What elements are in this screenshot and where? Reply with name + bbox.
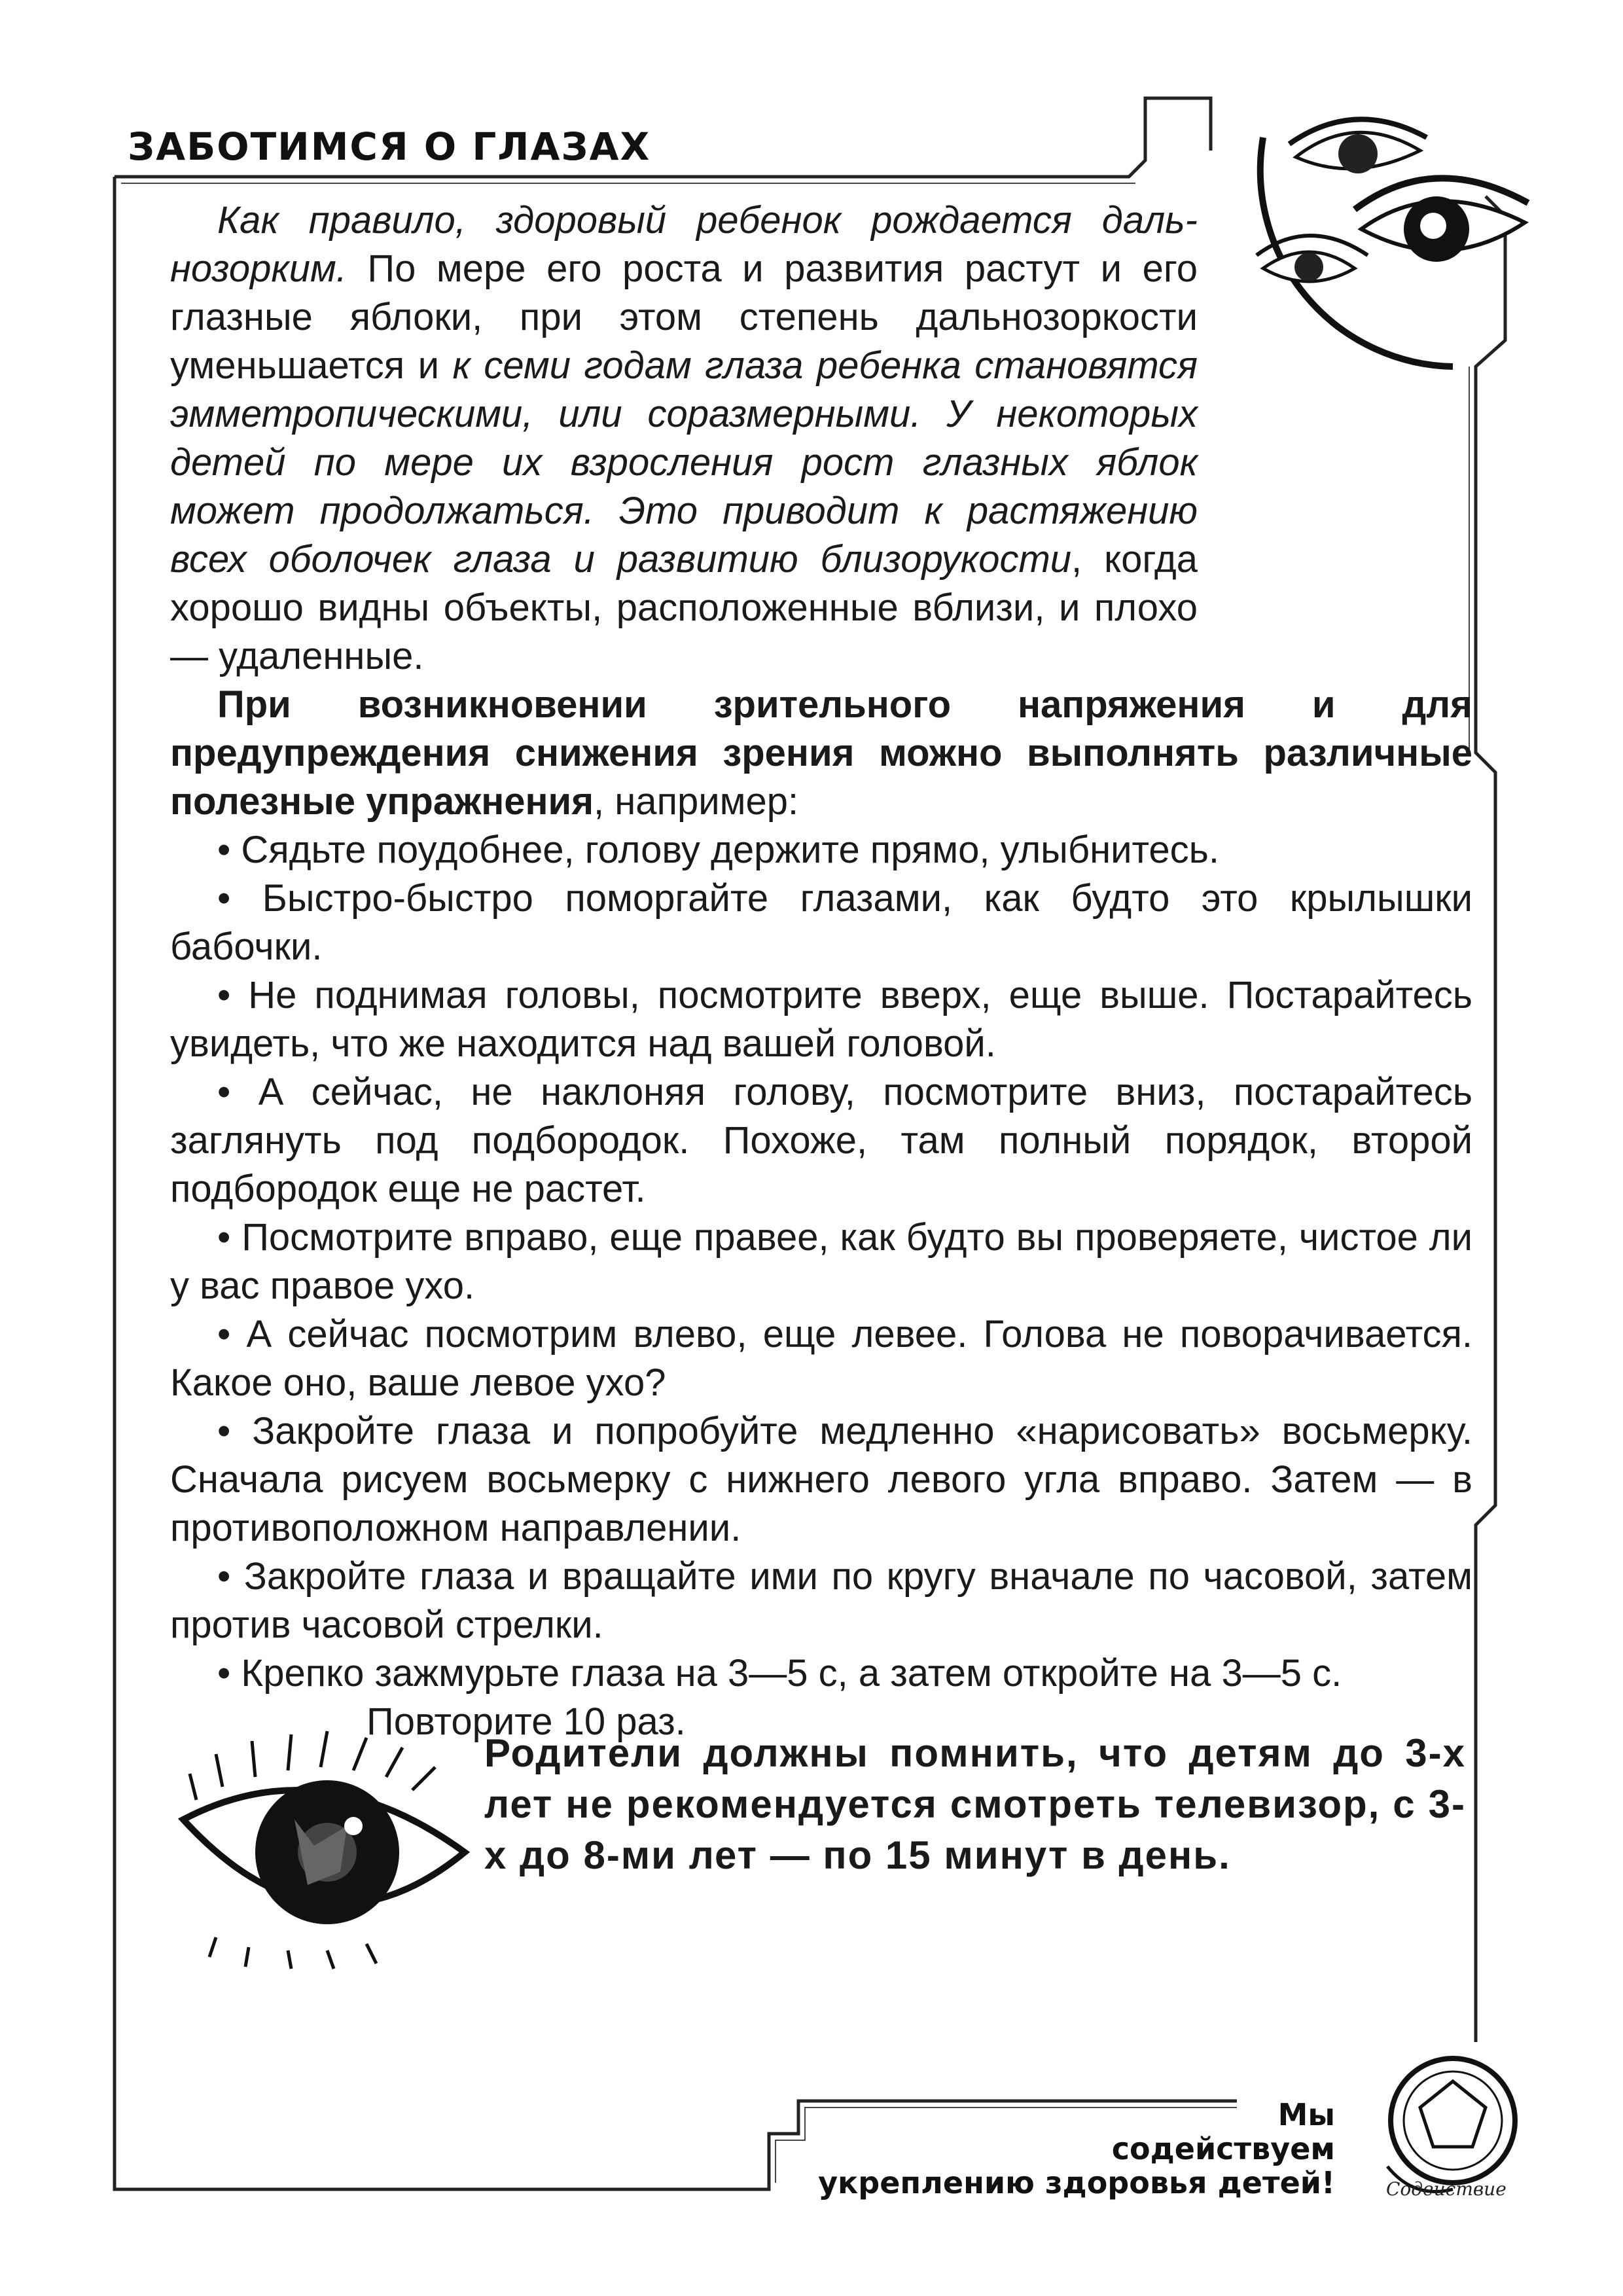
exercise-item: • Не поднимая головы, посмотрите вверх, еще выше. Постарайтесь увидеть, что же находится над вашей головой. bbox=[170, 974, 1472, 1065]
exercise-item: • Быстро-быстро поморгайте глазами, как будто это крылышки бабочки. bbox=[170, 877, 1472, 968]
footer-line-3: укреплению здоровья детей! bbox=[818, 2165, 1335, 2200]
intro-italic-start: Как правило, здоровый ребенок рождается даль- bbox=[217, 199, 1198, 242]
exercises-intro-rest: , например: bbox=[594, 780, 799, 823]
exercise-item: • А сейчас посмотрим влево, еще левее. Голова не поворачивается. Какое оно, ваше левое ухо? bbox=[170, 1313, 1472, 1404]
exercise-item: • А сейчас, не наклоняя голову, посмотрите вниз, постарайтесь заглянуть под подбородок. Похоже, там полный порядок, второй подбородок еще не растет. bbox=[170, 1071, 1472, 1210]
intro-paragraph bbox=[170, 196, 1198, 681]
exercise-item: • Закройте глаза и попробуйте медленно «нарисовать» восьмерку. Сначала рисуем восьмерку с нижнего левого угла вправо. Затем — в противоположном направлении. bbox=[170, 1410, 1472, 1549]
intro-text: По мере его роста и развития растут и его глазные яблоки, при этом степень дальнозоркости уменьшается и bbox=[170, 247, 1198, 387]
footer-line-1: Мы bbox=[1277, 2097, 1335, 2132]
logo-caption: Содействие bbox=[1386, 2178, 1507, 2200]
footer-slogan bbox=[818, 2098, 1335, 2200]
exercise-list bbox=[170, 826, 1472, 1698]
exercise-item: • Посмотрите вправо, еще правее, как будто вы проверяете, чистое ли у вас правое ухо. bbox=[170, 1216, 1472, 1307]
repeat-note: Повторите 10 раз. bbox=[366, 1700, 686, 1743]
exercises-intro bbox=[170, 681, 1472, 826]
page-title: ЗАБОТИМСЯ О ГЛАЗАХ bbox=[128, 124, 651, 169]
intro-italic-word: нозорким. bbox=[170, 247, 347, 290]
intro-italic-text: к семи годам глаза ребенка становятся эмметропическими, или соразмерными. У некоторых детей по мере их взросления рост глазных яблок может продолжаться. Это приводит к растяжению всех оболочек глаза и развитию близорукости bbox=[170, 344, 1198, 581]
exercise-item: • Крепко зажмурьте глаза на 3—5 с, а затем откройте на 3—5 с. bbox=[217, 1652, 1342, 1695]
exercises-intro-bold: При возникновении зрительного напряжения и для предупреждения снижения зрения можно выполнять различные полезные упражнения bbox=[170, 683, 1472, 823]
parents-warning: Родители должны помнить, что детям до 3-х лет не рекомендуется смотреть телевизор, с 3-х до 8-ми лет — по 15 минут в день. bbox=[484, 1731, 1466, 1877]
intro-text-end: , когда хорошо видны объекты, расположенные вблизи, и плохо — удаленные. bbox=[170, 538, 1198, 677]
exercise-item: • Сядьте поудобнее, голову держите прямо, улыбнитесь. bbox=[217, 829, 1219, 871]
footer-line-2: содействуем bbox=[1111, 2131, 1335, 2166]
exercise-item: • Закройте глаза и вращайте ими по кругу вначале по часовой, затем против часовой стрелки. bbox=[170, 1555, 1472, 1646]
article-body bbox=[170, 196, 1472, 1746]
eye-drawing-icon bbox=[177, 1721, 484, 1970]
